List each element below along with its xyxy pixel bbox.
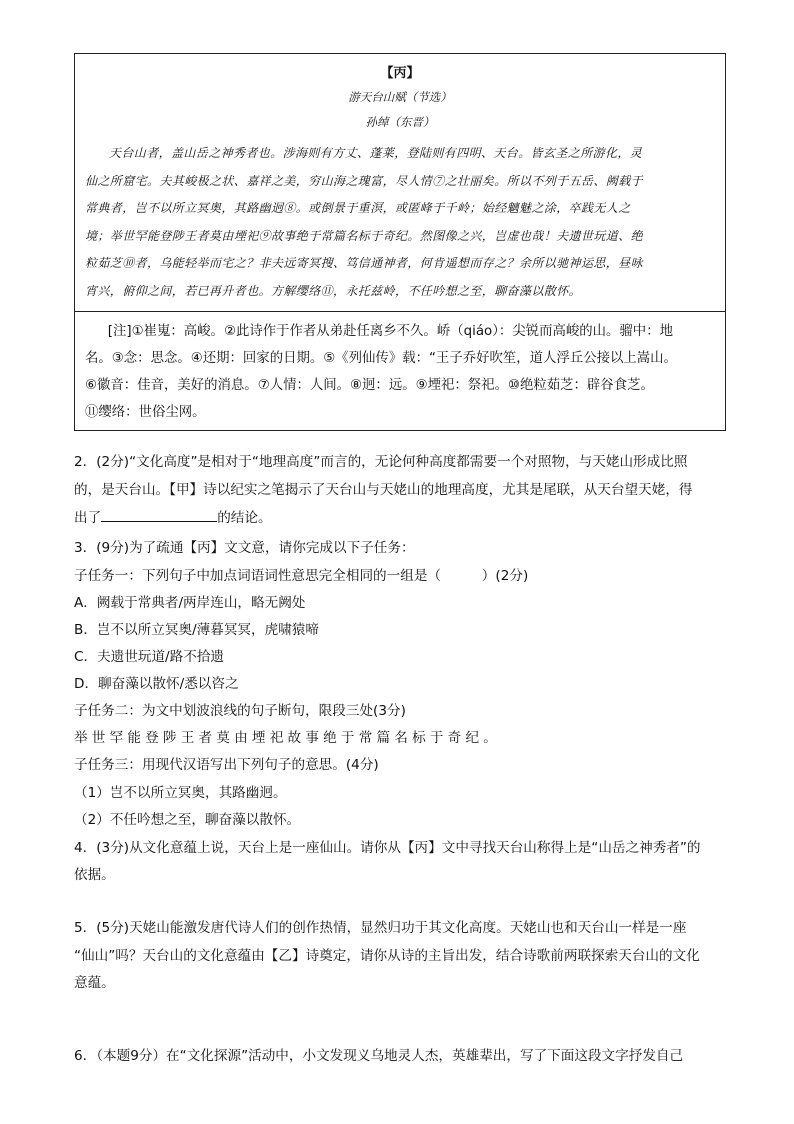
passage-line: 常典者，岂不以所立冥奥，其路幽迥⑧。或倒景于重溟，或匿峰于千岭；始经魑魅之涂，卒践无人之 (85, 201, 631, 216)
q3-subtask-3: 子任务三：用现代汉语写出下列句子的意思。(4分) (74, 757, 379, 773)
q5-text: 5．(5分)天姥山能激发唐代诗人们的创作热情，显然归功于其文化高度。天姥山也和天台山一样是一座 (74, 920, 687, 936)
q2-text-end: 的结论。 (217, 510, 272, 526)
passage-line: 仙之所窟宅。夫其峻极之状、嘉祥之美，穷山海之瑰富，尽人情⑦之壮丽矣。所以不列于五岳、阙载于 (85, 173, 644, 188)
note-line: [注]①崔嵬：高峻。②此诗作于作者从弟赴任离乡不久。峤（qiáo）：尖锐而高峻的山。骝中：地 (107, 324, 673, 339)
q3-subtask-2: 子任务二：为文中划波浪线的句子断句，限段三处(3分) (74, 703, 406, 719)
q2-text: 2．(2分)“文化高度”是相对于“地理高度”而言的，无论何种高度都需要一个对照物，与天姥山形成比照 (74, 454, 688, 470)
option-c: C．夫遗世玩道/路不拾遗 (74, 649, 225, 665)
q2-text (74, 506, 272, 526)
translate-item-2: （2）不任吟想之至，聊奋藻以散怀。 (74, 812, 301, 828)
note-line: ⑪缨络：世俗尘网。 (85, 405, 206, 420)
passage-text (85, 140, 717, 306)
passage-line: 宵兴，俯仰之间，若已再升者也。方解缨络⑪，永托兹岭，不任吟想之至，聊奋藻以散怀。 (85, 283, 582, 298)
q3-subtask-1: 子任务一：下列句子中加点词语词性意思完全相同的一组是（ ）(2分) (74, 568, 529, 584)
q4-text: 依据。 (74, 867, 115, 883)
passage-label: 【丙】 (380, 66, 420, 81)
passage-author: 孙绰（东晋） (365, 115, 435, 129)
classical-passage (75, 54, 725, 312)
q5-text: “仙山”吗？天台山的文化意蕴由【乙】诗奠定，请你从诗的主旨出发，结合诗歌前两联探索天台山的文化 (74, 948, 700, 964)
annotations (75, 312, 725, 430)
q2-text: 的，是天台山。【甲】诗以纪实之笔揭示了天台山与天姥山的地理高度，尤其是尾联，从天台望天姥，得 (74, 482, 693, 498)
sentence-to-punctuate: 举世罕能登陟王者莫由堙祀故事绝于常篇名标于奇纪。 (74, 730, 502, 746)
option-d: D．聊奋藻以散怀/悉以咨之 (74, 676, 239, 692)
q6-text: 6．（本题9分）在“文化探源”活动中，小文发现义乌地灵人杰，英雄辈出，写了下面这段文字抒发自己 (74, 1048, 684, 1064)
translate-item-1: （1）岂不以所立冥奥，其路幽迥。 (74, 785, 287, 801)
passage-line: 天台山者，盖山岳之神秀者也。涉海则有方丈、蓬莱，登陆则有四明、天台。皆玄圣之所游化，灵 (109, 146, 643, 160)
passage-line: 粒茹芝⑩者，乌能轻举而宅之？非夫远寄冥搜、笃信通神者，何肯遥想而存之？余所以驰神运思，昼咏 (85, 256, 644, 271)
answer-blank[interactable] (101, 507, 217, 522)
q3-heading: 3．(9分)为了疏通【丙】文文意，请你完成以下子任务： (74, 540, 415, 556)
passage-box (74, 53, 726, 431)
passage-title: 游天台山赋（节选） (348, 90, 452, 104)
q5-text: 意蕴。 (74, 975, 115, 991)
option-a: A．阙载于常典者/两岸连山，略无阙处 (74, 595, 306, 611)
q2-text-start: 出了 (74, 510, 102, 526)
note-line: ⑥徽音：佳音，美好的消息。⑦人情：人间。⑧迥：远。⑨堙祀：祭祀。⑩绝粒茹芝：辟谷食芝。 (85, 378, 654, 393)
q4-text: 4．(3分)从文化意蕴上说，天台上是一座仙山。请你从【丙】文中寻找天台山称得上是“山岳之神秀者”的 (74, 840, 701, 856)
passage-line-wavy: 境；举世罕能登陟王者莫由堙祀⑨故事绝于常篇名标于奇纪。然图像之兴，岂虚也哉！夫遗世玩道、绝 (85, 228, 644, 243)
option-b: B．岂不以所立冥奥/薄暮冥冥，虎啸猿啼 (74, 622, 319, 638)
note-line: 名。③念：思念。④还期：回家的日期。⑤《列仙传》载：“王子乔好吹笙，道人浮丘公接以上嵩山。 (85, 351, 677, 366)
